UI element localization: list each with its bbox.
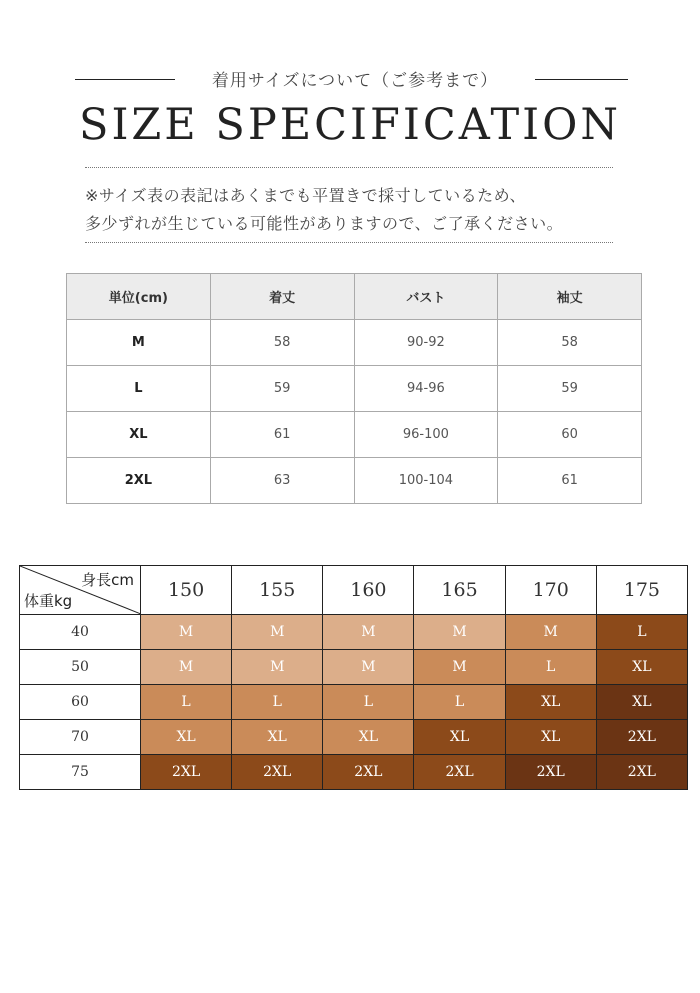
- spec-size-cell: M: [67, 320, 211, 366]
- size-cell: M: [232, 650, 323, 685]
- spec-size-cell: 2XL: [67, 458, 211, 504]
- size-cell: M: [323, 615, 414, 650]
- size-cell: XL: [141, 720, 232, 755]
- size-cell: M: [414, 615, 505, 650]
- note-line-2: 多少ずれが生じている可能性がありますので、ご了承ください。: [85, 214, 564, 233]
- size-cell: 2XL: [414, 755, 505, 790]
- size-cell: M: [141, 615, 232, 650]
- size-cell: 2XL: [323, 755, 414, 790]
- spec-size-cell: XL: [67, 412, 211, 458]
- spec-header-cell: 袖丈: [498, 274, 642, 320]
- spec-cell: 61: [210, 412, 354, 458]
- section-subtitle: [0, 62, 700, 96]
- size-cell: L: [505, 650, 596, 685]
- height-header-cell: 170: [505, 566, 596, 615]
- size-cell: M: [232, 615, 323, 650]
- subtitle-text: 着用サイズについて（ご参考まで）: [211, 71, 499, 91]
- spec-header-cell: 単位(cm): [67, 274, 211, 320]
- size-cell: 2XL: [596, 720, 687, 755]
- spec-header-cell: バスト: [354, 274, 498, 320]
- weight-cell: 60: [20, 685, 141, 720]
- spec-row: [67, 412, 642, 458]
- size-cell: 2XL: [232, 755, 323, 790]
- spec-cell: 94-96: [354, 366, 498, 412]
- height-weight-size-chart: [19, 565, 688, 790]
- spec-cell: 63: [210, 458, 354, 504]
- weight-cell: 40: [20, 615, 141, 650]
- height-header-cell: 155: [232, 566, 323, 615]
- size-cell: XL: [505, 720, 596, 755]
- dotted-divider-top: [85, 167, 613, 168]
- dotted-divider-bottom: [85, 242, 613, 243]
- spec-cell: 100-104: [354, 458, 498, 504]
- size-cell: XL: [414, 720, 505, 755]
- chart-row: [20, 755, 688, 790]
- spec-cell: 90-92: [354, 320, 498, 366]
- measurement-note: [85, 182, 625, 238]
- chart-corner-cell: [20, 566, 141, 615]
- spec-cell: 96-100: [354, 412, 498, 458]
- size-cell: M: [505, 615, 596, 650]
- spec-cell: 60: [498, 412, 642, 458]
- size-cell: L: [232, 685, 323, 720]
- spec-cell: 58: [498, 320, 642, 366]
- chart-row: [20, 685, 688, 720]
- spec-cell: 61: [498, 458, 642, 504]
- chart-row: [20, 720, 688, 755]
- height-header-cell: 150: [141, 566, 232, 615]
- spec-cell: 59: [210, 366, 354, 412]
- height-axis-label: 身長cm: [81, 571, 134, 589]
- size-cell: M: [414, 650, 505, 685]
- size-cell: XL: [232, 720, 323, 755]
- size-cell: M: [323, 650, 414, 685]
- spec-header-cell: 着丈: [210, 274, 354, 320]
- height-header-cell: 165: [414, 566, 505, 615]
- height-header-cell: 160: [323, 566, 414, 615]
- size-cell: L: [414, 685, 505, 720]
- weight-cell: 75: [20, 755, 141, 790]
- page-title: SIZE SPECIFICATION: [78, 100, 621, 150]
- chart-header-row: [20, 566, 688, 615]
- size-cell: 2XL: [141, 755, 232, 790]
- size-cell: 2XL: [596, 755, 687, 790]
- height-header-cell: 175: [596, 566, 687, 615]
- weight-cell: 50: [20, 650, 141, 685]
- size-cell: XL: [323, 720, 414, 755]
- spec-row: [67, 366, 642, 412]
- size-cell: L: [323, 685, 414, 720]
- size-cell: XL: [505, 685, 596, 720]
- spec-row: [67, 320, 642, 366]
- size-spec-table: [66, 273, 642, 504]
- spec-header-row: [67, 274, 642, 320]
- size-cell: XL: [596, 685, 687, 720]
- chart-row: [20, 615, 688, 650]
- spec-size-cell: L: [67, 366, 211, 412]
- weight-axis-label: 体重kg: [24, 592, 73, 610]
- size-cell: L: [141, 685, 232, 720]
- size-cell: 2XL: [505, 755, 596, 790]
- chart-row: [20, 650, 688, 685]
- divider-right: [535, 79, 628, 80]
- size-cell: M: [141, 650, 232, 685]
- spec-row: [67, 458, 642, 504]
- spec-cell: 58: [210, 320, 354, 366]
- divider-left: [75, 79, 175, 80]
- size-cell: L: [596, 615, 687, 650]
- note-line-1: ※サイズ表の表記はあくまでも平置きで採寸しているため、: [85, 186, 526, 205]
- weight-cell: 70: [20, 720, 141, 755]
- size-cell: XL: [596, 650, 687, 685]
- spec-cell: 59: [498, 366, 642, 412]
